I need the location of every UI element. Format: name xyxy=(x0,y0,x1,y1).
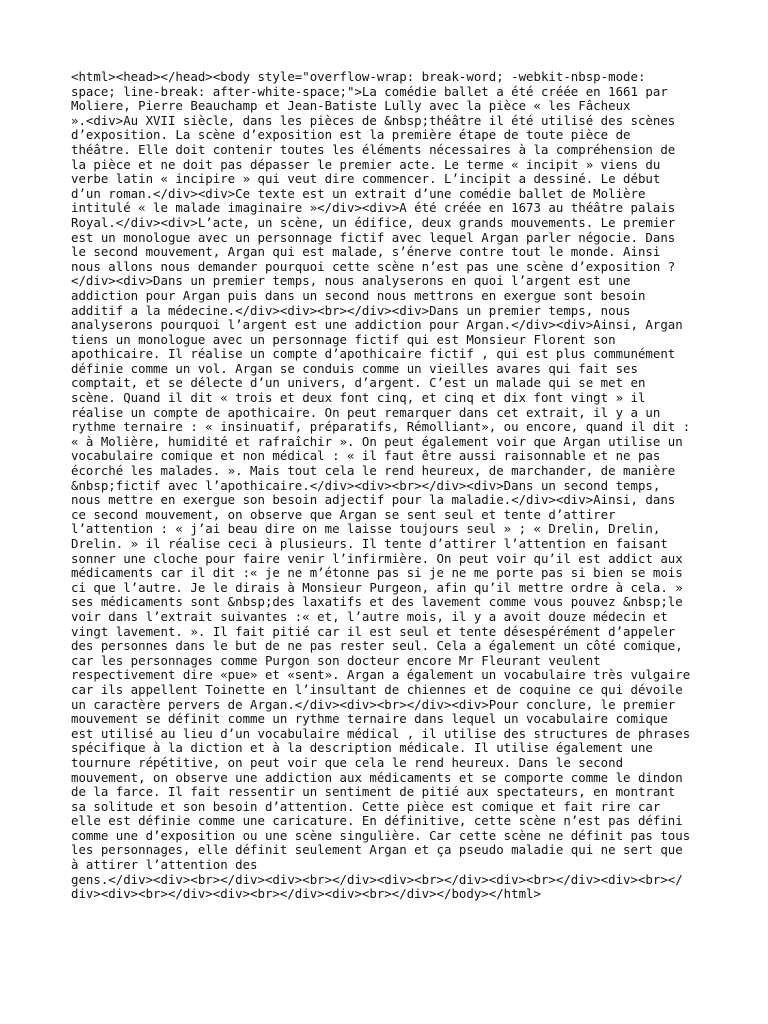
text-line: </div><div>Dans un premier temps, nous analyserons en quoi l’argent est une xyxy=(71,273,631,289)
text-line: vingt lavement. ». Il fait pitié car il est seul et tente désespérément d’appeler xyxy=(71,623,676,639)
text-line: écorché les malades. ». Mais tout cela le rend heureux, de marchander, de manière xyxy=(71,463,676,479)
text-line: définie comme un vol. Argan se conduis comme un vieilles avares qui fait ses xyxy=(71,360,638,376)
text-line: d’exposition. La scène d’exposition est la première étape de toute pièce de xyxy=(71,127,631,143)
text-line: ce second mouvement, on observe que Argan se sent seul et tente d’attirer xyxy=(71,506,616,522)
text-line xyxy=(71,902,701,917)
text-line: div><div><br></div><div><br></div><div><br></div></body></html> xyxy=(71,886,541,902)
text-line: comptait, et se délecte d’un univers, d’argent. C’est un malade qui se met en xyxy=(71,375,646,391)
text-line: ».<div>Au XVII siècle, dans les pièces de &nbsp;théâtre il été utilisé des scènes xyxy=(71,112,676,128)
text-line: Moliere, Pierre Beauchamp et Jean-Batiste Lully avec la pièce « les Fâcheux xyxy=(71,98,631,114)
text-line: elle est définie comme une caricature. En définitive, cette scène n’est pas défini xyxy=(71,813,683,829)
text-line: Royal.</div><div>L’acte, un scène, un édifice, deux grands mouvements. Le premier xyxy=(71,214,676,230)
text-line: est utilisé au lieu d’un vocabulaire médical , il utilise des structures de phrases xyxy=(71,725,691,741)
text-line: sonner une cloche pour faire venir l’infirmière. On peut voir qu’il est addict aux xyxy=(71,550,683,566)
text-line: voir dans l’extrait suivantes :« et, l’autre mois, il y a avoit douze médecin et xyxy=(71,608,668,624)
text-line: car ils appellent Toinette en l’insultant de chiennes et de coquine ce qui dévoile xyxy=(71,681,683,697)
text-line: ci que l’autre. Je le dirais à Monsieur Purgeon, afin qu’il mettre ordre à cela. » xyxy=(71,579,683,595)
text-line: ses médicaments sont &nbsp;des laxatifs et des lavement comme vous pouvez &nbsp;le xyxy=(71,594,683,610)
text-line: théâtre. Elle doit contenir toutes les éléments nécessaires à la compréhension de xyxy=(71,141,676,157)
text-line: spécifique à la diction et à la description médicale. Il utilise également une xyxy=(71,740,653,756)
text-line: analyserons pourquoi l’argent est une addiction pour Argan.</div><div>Ainsi, Argan xyxy=(71,317,683,333)
text-line: <html><head></head><body style="overflow-wrap: break-word; -webkit-nbsp-mode: xyxy=(71,69,646,84)
text-line: car les personnages comme Purgon son docteur encore Mr Fleurant veulent xyxy=(71,652,601,668)
text-line: comme une d’exposition ou une scène singulière. Car cette scène ne définit pas tous xyxy=(71,827,691,843)
text-line: nous mettre en exergue son besoin adjectif pour la maladie.</div><div>Ainsi, dans xyxy=(71,492,676,508)
text-line: nous allons nous demander pourquoi cette scène n’est pas une scène d’exposition ? xyxy=(71,258,676,274)
text-line: mouvement, on observe une addiction aux médicaments et se comporte comme le dindon xyxy=(71,769,683,785)
text-line: addiction pour Argan puis dans un second nous mettrons en exergue sont besoin xyxy=(71,287,646,303)
text-line: vocabulaire comique et non médical : « il faut être aussi raisonnable et ne pas xyxy=(71,448,661,464)
text-line: &nbsp;fictif avec l’apothicaire.</div><div><br></div><div>Dans un second temps, xyxy=(71,477,661,493)
text-line: « à Molière, humidité et rafraîchir ». On peut également voir que Argan utilise un xyxy=(71,433,683,449)
text-line: réalise un compte de apothicaire. On peut remarquer dans cet extrait, il y a un xyxy=(71,404,661,420)
text-line: apothicaire. Il réalise un compte d’apothicaire fictif , qui est plus communément xyxy=(71,346,676,362)
text-line: mouvement se définit comme un rythme ternaire dans lequel un vocabulaire comique xyxy=(71,711,668,727)
text-line: Drelin. » il réalise ceci à plusieurs. Il tente d’attirer l’attention en faisant xyxy=(71,536,668,551)
text-line: scène. Quand il dit « trois et deux font cinq, et cinq et dix font vingt » il xyxy=(71,390,646,406)
text-line: médicaments car il dit :« je ne m’étonne pas si je ne me porte pas si bien se mois xyxy=(71,565,683,581)
text-line: tiens un monologue avec un personnage fictif qui est Monsieur Florent son xyxy=(71,331,616,347)
text-line: respectivement dire «pue» et «sent». Argan a également un vocabulaire très vulgaire xyxy=(71,667,691,683)
text-line: sa solitude et son besoin d’attention. Cette pièce est comique et fait rire car xyxy=(71,798,661,814)
text-line: intitulé « le malade imaginaire »</div><div>A été créée en 1673 au théâtre palais xyxy=(71,200,676,216)
text-line: le second mouvement, Argan qui est malade, s’énerve contre tout le monde. Ainsi xyxy=(71,244,661,260)
text-line: à attirer l’attention des xyxy=(71,857,258,873)
text-line: additif a la médecine.</div><div><br></div><div>Dans un premier temps, nous xyxy=(71,302,631,318)
text-line: tournure répétitive, on peut voir que cela le rend heureux. Dans le second xyxy=(71,754,624,770)
text-line: d’un roman.</div><div>Ce texte est un extrait d’une comédie ballet de Molière xyxy=(71,185,646,201)
text-line: l’attention : « j’ai beau dire on me laisse toujours seul » ; « Drelin, Drelin, xyxy=(71,521,661,537)
text-line: rythme ternaire : « insinuatif, préparatifs, Rémolliant», ou encore, quand il dit : xyxy=(71,419,691,435)
text-line: space; line-break: after-white-space;">La comédie ballet a été créée en 1661 par xyxy=(71,83,668,99)
text-line: de la farce. Il fait ressentir un sentiment de pitié aux spectateurs, en montrant xyxy=(71,784,676,800)
text-line: est un monologue avec un personnage fictif avec lequel Argan parler négocie. Dans xyxy=(71,229,676,245)
text-line: les personnages, elle définit seulement Argan et ça pseudo maladie qui ne sert que xyxy=(71,842,683,858)
text-line: un caractère pervers de Argan.</div><div><br></div><div>Pour conclure, le premier xyxy=(71,696,676,712)
text-line: la pièce et ne doit pas dépasser le premier acte. Le terme « incipit » viens du xyxy=(71,156,661,172)
text-line: gens.</div><div><br></div><div><br></div><div><br></div><div><br></div><div><br></ xyxy=(71,871,683,887)
text-line: des personnes dans le but de ne pas rester seul. Cela a également un côté comique, xyxy=(71,638,683,654)
text-line: verbe latin « incipire » qui veut dire commencer. L’incipit a dessiné. Le début xyxy=(71,171,661,187)
document-body xyxy=(71,70,701,916)
